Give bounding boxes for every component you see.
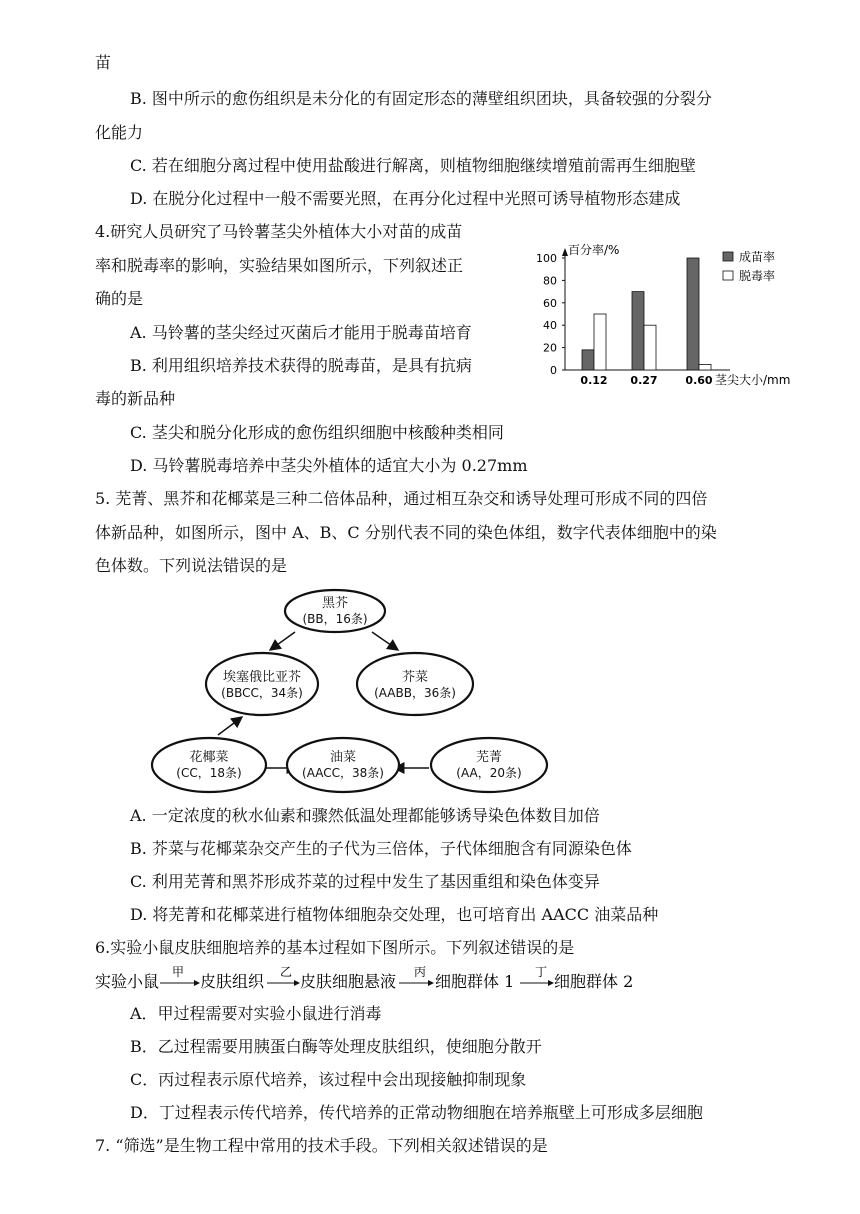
flow-arrow-label: 甲 [172, 965, 185, 979]
flow-arrow-label: 丁 [535, 965, 548, 979]
culture-flow [90, 963, 690, 997]
bar-seedling-rate-0.27 [632, 292, 644, 370]
node-info: (BBCC，34条) [221, 686, 303, 700]
option-5b: B. 芥菜与花椰菜杂交产生的子代为三倍体，子代体细胞含有同源染色体 [130, 839, 632, 858]
question-5-stem: 体新品种，如图所示，图中 A、B、C 分别代表不同的染色体组，数字代表体细胞中的染 [95, 523, 717, 542]
option-5c: C. 利用芜菁和黑芥形成芥菜的过程中发生了基因重组和染色体变异 [130, 872, 600, 891]
flow-step: 皮肤组织 [200, 972, 265, 991]
node-youcai [287, 738, 399, 792]
option-3c: C. 若在细胞分离过程中使用盐酸进行解离，则植物细胞继续增殖前需再生细胞壁 [130, 156, 696, 175]
legend-label: 成苗率 [739, 250, 776, 264]
hybrid-diagram [140, 585, 560, 795]
node-label: 芜菁 [475, 750, 503, 765]
option-6c: C．丙过程表示原代培养，该过程中会出现接触抑制现象 [130, 1070, 527, 1089]
option-4a: A. 马铃薯的茎尖经过灭菌后才能用于脱毒苗培育 [130, 323, 472, 342]
y-tick-label: 60 [543, 296, 557, 310]
bar-virus-free-rate-0.12 [594, 314, 606, 370]
question-5-stem: 色体数。下列说法错误的是 [95, 556, 288, 575]
node-label: 油菜 [329, 750, 357, 765]
bar-seedling-rate-0.12 [582, 350, 594, 370]
text-line: 苗 [95, 53, 112, 72]
legend-swatch [723, 252, 733, 261]
flow-arrow-label: 丙 [414, 965, 427, 979]
option-6d: D．丁过程表示传代培养，传代培养的正常动物细胞在培养瓶壁上可形成多层细胞 [130, 1103, 703, 1122]
node-info: (AA，20条) [456, 766, 522, 780]
question-4-stem: 确的是 [95, 289, 144, 308]
y-tick-label: 80 [543, 274, 557, 288]
option-6a: A．甲过程需要对实验小鼠进行消毒 [130, 1004, 382, 1023]
x-tick-label: 0.12 [580, 374, 608, 387]
flow-step: 皮肤细胞悬液 [300, 972, 397, 991]
option-4d: D. 马铃薯脱毒培养中茎尖外植体的适宜大小为 0.27mm [130, 456, 528, 475]
node-label: 黑芥 [321, 596, 349, 611]
node-info: (AABB，36条) [374, 686, 456, 700]
node-info: (CC，18条) [176, 766, 242, 780]
y-tick-label: 40 [543, 319, 557, 333]
text-line: 化能力 [95, 123, 144, 142]
question-6-stem: 6.实验小鼠皮肤细胞培养的基本过程如下图所示。下列叙述错误的是 [95, 938, 575, 957]
option-5a: A. 一定浓度的秋水仙素和骤然低温处理都能够诱导染色体数目加倍 [130, 806, 600, 825]
question-5-stem: 5. 芜菁、黑芥和花椰菜是三种二倍体品种，通过相互杂交和诱导处理可形成不同的四倍 [95, 489, 708, 508]
option-4b: 毒的新品种 [95, 389, 176, 408]
node-info: (AACC，38条) [302, 766, 384, 780]
y-tick-label: 0 [550, 364, 557, 377]
x-tick-label: 0.27 [630, 374, 658, 387]
option-4b: B. 利用组织培养技术获得的脱毒苗，是具有抗病 [130, 356, 472, 375]
option-4c: C. 茎尖和脱分化形成的愈伤组织细胞中核酸种类相同 [130, 423, 504, 442]
node-label: 花椰菜 [189, 750, 229, 765]
node-huayecai [152, 738, 266, 792]
option-3b: B. 图中所示的愈伤组织是未分化的有固定形态的薄壁组织团块，具备较强的分裂分 [130, 89, 712, 108]
node-label: 芥菜 [401, 670, 429, 685]
x-tick-label: 0.60 [685, 374, 713, 387]
flow-step: 实验小鼠 [95, 972, 160, 991]
bar-seedling-rate-0.60 [687, 258, 699, 370]
option-6b: B．乙过程需要用胰蛋白酶等处理皮肤组织，使细胞分散开 [130, 1037, 542, 1056]
question-4-stem: 率和脱毒率的影响，实验结果如图所示，下列叙述正 [95, 256, 464, 275]
node-label: 埃塞俄比亚芥 [222, 670, 302, 685]
option-5d: D. 将芜菁和花椰菜进行植物体细胞杂交处理，也可培育出 AACC 油菜品种 [130, 905, 659, 924]
legend-label: 脱毒率 [739, 269, 776, 283]
bar-virus-free-rate-0.27 [644, 325, 656, 370]
bar-virus-free-rate-0.60 [699, 364, 711, 370]
flow-step: 细胞群体 2 [554, 972, 634, 991]
node-wujing [431, 738, 547, 792]
x-axis-label: 茎尖大小/mm [715, 373, 791, 387]
flow-arrow-label: 乙 [280, 965, 293, 979]
y-tick-label: 100 [536, 252, 557, 265]
question-7-stem: 7. “筛选”是生物工程中常用的技术手段。下列相关叙述错误的是 [95, 1136, 548, 1155]
y-axis-label: 百分率/% [568, 243, 620, 257]
flow-step: 细胞群体 1 [435, 972, 515, 991]
legend-swatch [723, 271, 733, 280]
question-4-stem: 4.研究人员研究了马铃薯茎尖外植体大小对苗的成苗 [95, 222, 463, 241]
node-info: (BB，16条) [302, 612, 368, 626]
option-3d: D. 在脱分化过程中一般不需要光照，在再分化过程中光照可诱导植物形态建成 [130, 189, 681, 208]
bar-chart [510, 232, 820, 392]
y-tick-label: 20 [543, 341, 557, 355]
